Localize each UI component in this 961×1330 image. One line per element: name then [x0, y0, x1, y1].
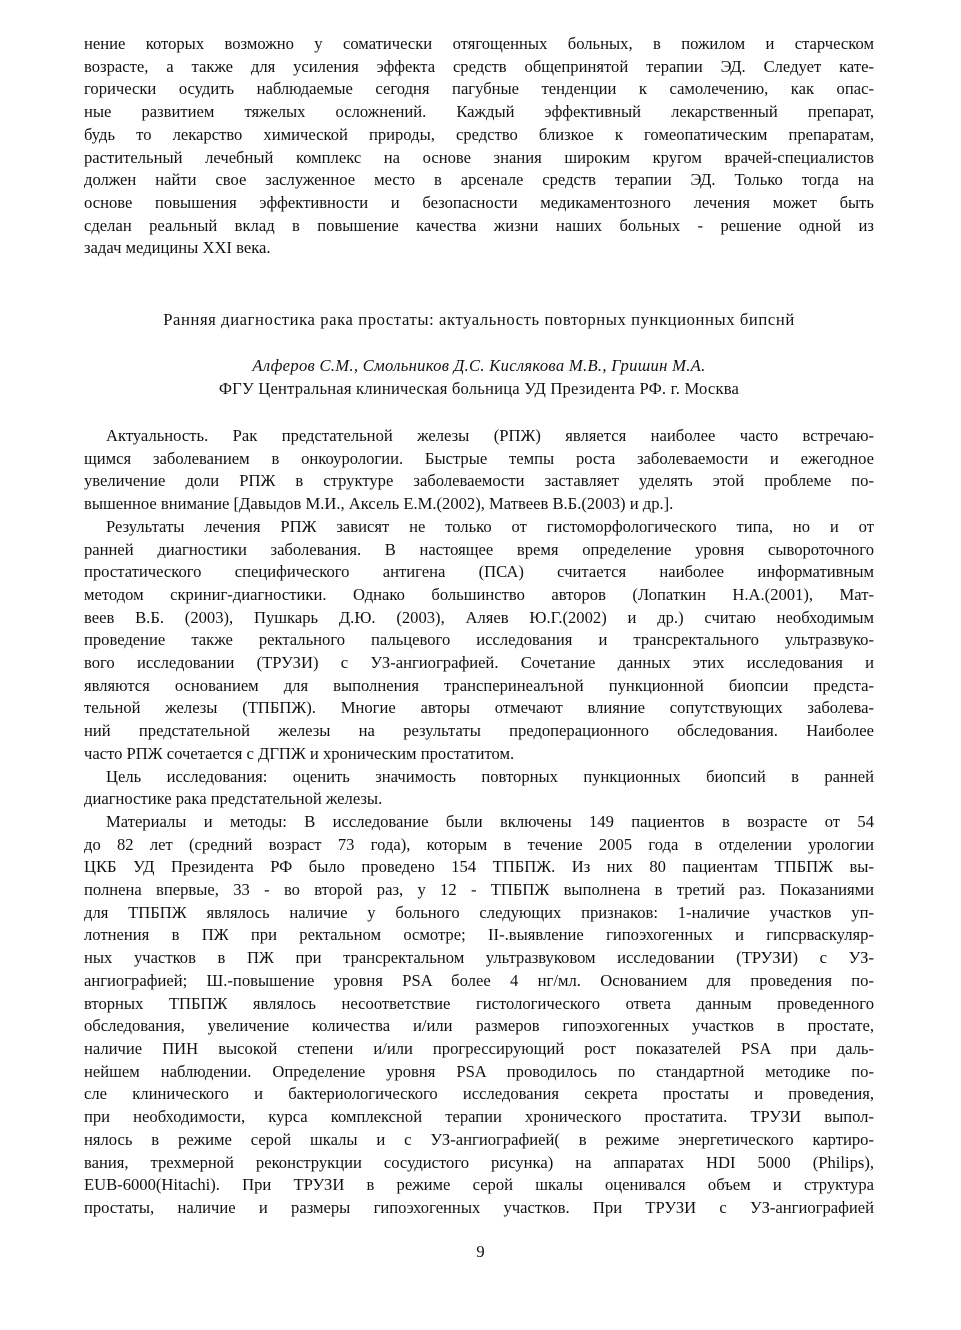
text-line: вышенное внимание [Давыдов М.И., Аксель Е.М.(2002), Матвеев В.Б.(2003) и др.]. — [84, 494, 674, 514]
text-line: увеличение доли РПЖ в структуре заболеваемости заставляет уделять этой проблеме по- — [84, 471, 874, 491]
text-line: лотнения в ПЖ при ректальном осмотре; II-.выявление гипоэхогенных и гипсрваскуляр- — [84, 925, 874, 945]
text-line: нение которых возможно у соматически отягощенных больных, в пожилом и старческом — [84, 34, 874, 53]
paragraph — [84, 766, 874, 811]
text-line: будь то лекарство химической природы, средство близкое к гомеопатическим препаратам, — [84, 124, 874, 144]
text-line: нейшем наблюдении. Определение уровня PSA проводилось по стандартной методике по- — [84, 1061, 874, 1081]
text-line: ранней диагностики заболевания. В настоящее время определение уровня сывороточного — [84, 539, 874, 559]
text-line: вого исследовании (ТРУЗИ) с УЗ-ангиографией. Сочетание данных этих исследования и — [84, 653, 874, 673]
article-organization: ФГУ Центральная клиническая больница УД Президента РФ. г. Москва — [218, 379, 740, 398]
text-line: проведение также ректального пальцевого исследования и трансректального ультразвуко- — [84, 630, 874, 650]
text-line: диагностике рака предстательной железы. — [84, 789, 383, 809]
text-line: должен найти свое заслуженное место в арсенале средств терапии ЭД. Только тогда на — [84, 170, 874, 190]
text-line: основе повышения эффективности и безопасности медикаментозного лечения может быть — [84, 192, 874, 212]
text-line: наличие ПИН высокой степени и/или прогрессирующий рост показателей PSA при даль- — [84, 1038, 874, 1058]
text-line: EUB-6000(Hitachi). При ТРУЗИ в режиме серой шкалы оценивался объем и структура — [84, 1175, 874, 1195]
paragraph — [84, 516, 874, 766]
paragraph — [84, 425, 874, 516]
page-number: 9 — [476, 1242, 485, 1261]
article-title: Ранняя диагностика рака простаты: актуальность повторных пункционных бипснй — [163, 310, 795, 329]
text-line: вторных ТПБПЖ являлось несоответствие гистологического ответа данным проведенного — [84, 993, 874, 1013]
text-line: ные развитием тяжелых осложнений. Каждый эффективный лекарственный препарат, — [84, 102, 874, 122]
text-line: веев В.Б. (2003), Пушкарь Д.Ю. (2003), Аляев Ю.Г.(2002) и др.) считаю необходимым — [84, 607, 874, 627]
text-line: растительный лечебный комплекс на основе знания широким кругом врачей-специалистов — [84, 147, 874, 167]
text-line: полнена впервые, 33 - во второй раз, у 12 - ТПБПЖ выполнена в третий раз. Показаниями — [84, 880, 874, 900]
text-line: Результаты лечения РПЖ зависят не только от гистоморфологического типа, но и от — [106, 516, 874, 536]
text-line: ний предстательной железы на результаты предоперационного обследования. Наиболее — [84, 721, 874, 741]
text-line: вания, трехмерной реконструкции сосудистого рисунка) на аппаратах HDI 5000 (Philips), — [84, 1152, 874, 1172]
text-line: методом скриниг-диагностики. Однако большинство авторов (Лопаткин Н.А.(2001), Мат- — [84, 584, 874, 604]
text-line: ных участков в ПЖ при трансректальном ультразвуковом исследовании (ТРУЗИ) с УЗ- — [84, 948, 874, 968]
text-line: ангиографией; Ш.-повышение уровня PSA более 4 нг/мл. Основанием для проведения по- — [84, 970, 874, 990]
text-line: до 82 лет (средний возраст 73 года), которым в течение 2005 года в отделении урологии — [84, 834, 874, 854]
article-body — [84, 425, 874, 1220]
text-line: при необходимости, курса комплексной терапии хронического простатита. ТРУЗИ выпол- — [84, 1107, 874, 1127]
text-line: горически осудить наблюдаемые сегодня пагубные тенденции к самолечению, как опас- — [84, 79, 874, 99]
text-line: Актуальность. Рак предстательной железы (РПЖ) является наиболее часто встречаю- — [106, 426, 874, 445]
text-line: щимся заболеванием в онкоурологии. Быстрые темпы роста заболеваемости и ежегодное — [84, 448, 874, 468]
text-line: Цель исследования: оценить значимость повторных пункционных биопсий в ранней — [106, 766, 874, 786]
text-line: для ТПБПЖ являлось наличие у больного следующих признаков: 1-наличие участков уп- — [84, 902, 874, 922]
text-line: обследования, увеличение количества и/или размеров гипоэхогенных участков в простате, — [84, 1016, 874, 1036]
text-line: задач медицины XXI века. — [84, 238, 271, 258]
text-line: Материалы и методы: В исследование были включены 149 пациентов в возрасте от 54 — [106, 811, 874, 831]
text-line: простаты, наличие и размеры гипоэхогенных участков. При ТРУЗИ с УЗ-ангиографией — [84, 1197, 874, 1217]
text-line: являются основанием для выполнения трансперинеалъной пункционной биопсии предста- — [84, 675, 874, 695]
text-line: возрасте, а также для усиления эффекта средств общепринятой терапии ЭД. Следует кате- — [84, 56, 874, 76]
article-authors: Алферов С.М., Смольников Д.С. Кислякова М.В., Гришин М.А. — [252, 356, 706, 375]
paragraph — [84, 811, 874, 1220]
intro-text — [84, 33, 874, 260]
text-line: сле клинического и бактериологического исследования секрета простаты и проведения, — [84, 1084, 874, 1104]
text-line: ЦКБ УД Президента РФ было проведено 154 ТПБПЖ. Из них 80 пациентам ТПБПЖ вы- — [84, 857, 874, 877]
text-line: нялось в режиме серой шкалы и с УЗ-ангиографией( в режиме энергетического картиро- — [84, 1129, 874, 1149]
text-line: простатического специфического антигена (ПСА) считается наиболее информативным — [84, 562, 874, 582]
text-line: часто РПЖ сочетается с ДГПЖ и хроническим простатитом. — [84, 743, 515, 763]
text-line: тельной железы (ТПБПЖ). Многие авторы отмечают влияние сопутствующих заболева- — [84, 698, 874, 718]
text-line: сделан реальный вклад в повышение качества жизни наших больных - решение одной из — [84, 215, 874, 235]
